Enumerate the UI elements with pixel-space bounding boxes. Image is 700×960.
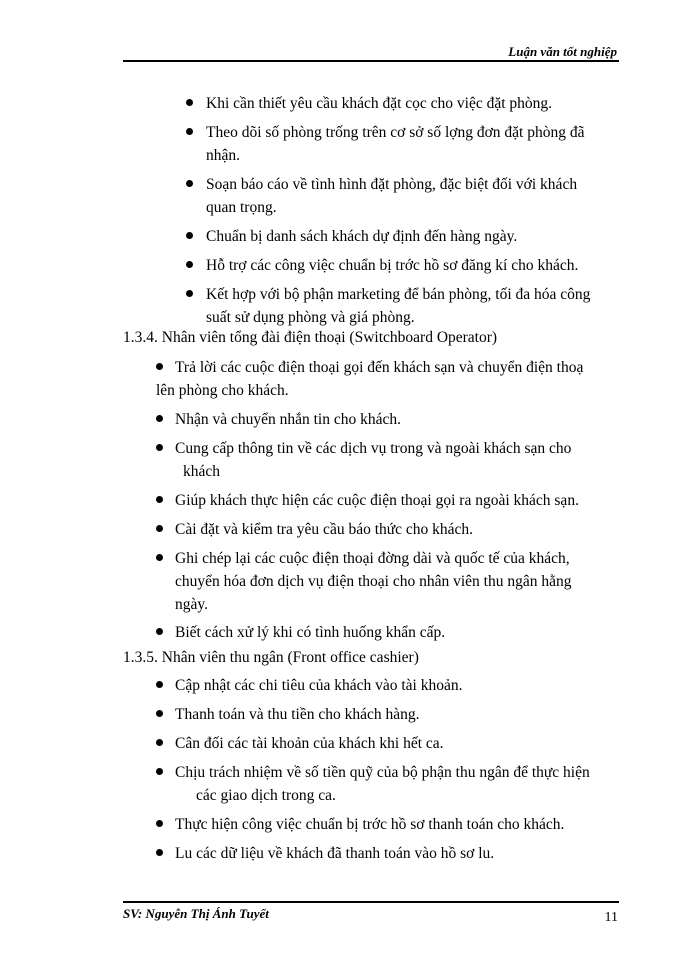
- bullet-icon: [156, 363, 163, 370]
- list-item: Soạn báo cáo về tình hình đặt phòng, đặc biệt đối với khách quan trọng.: [186, 173, 619, 219]
- list-item: Kết hợp với bộ phận marketing để bán phòng, tối đa hóa công suất sử dụng phòng và giá phòng.: [186, 283, 619, 329]
- bullet-icon: [156, 554, 163, 561]
- list-item: Theo dõi số phòng trống trên cơ sở số lợng đơn đặt phòng đã nhận.: [186, 121, 619, 167]
- bullet-icon: [156, 739, 163, 746]
- list-item: Cài đặt và kiểm tra yêu cầu báo thức cho khách.: [156, 518, 619, 541]
- list-item: Ghi chép lại các cuộc điện thoại đờng dài và quốc tế của khách, chuyển hóa đơn dịch vụ điện thoại cho nhân viên thu ngân hằng ngày.: [156, 547, 619, 616]
- list-item: Chịu trách nhiệm về số tiền quỹ của bộ phận thu ngân để thực hiện các giao dịch trong ca.: [156, 761, 619, 807]
- bullet-icon: [156, 444, 163, 451]
- section-heading-135: 1.3.5. Nhân viên thu ngân (Front office cashier): [123, 649, 419, 666]
- list-item: Trả lời các cuộc điện thoại gọi đến khách sạn và chuyển điện thoạ lên phòng cho khách.: [156, 359, 584, 399]
- bullet-icon: [156, 849, 163, 856]
- bullet-icon: [156, 415, 163, 422]
- list-item: Chuẩn bị danh sách khách dự định đến hàng ngày.: [186, 225, 619, 248]
- list-item: Khi cần thiết yêu cầu khách đặt cọc cho việc đặt phòng.: [186, 92, 619, 115]
- bullet-icon: [186, 290, 193, 297]
- bullet-icon: [156, 681, 163, 688]
- list-item: Biết cách xử lý khi có tình huống khẩn cấp.: [156, 621, 619, 644]
- bullet-icon: [186, 128, 193, 135]
- footer-rule: [123, 901, 619, 903]
- list-item: Nhận và chuyển nhắn tin cho khách.: [156, 408, 619, 431]
- list-item: Cung cấp thông tin về các dịch vụ trong và ngoài khách sạn cho khách: [156, 437, 619, 483]
- bullet-icon: [186, 232, 193, 239]
- list-item: Cập nhật các chi tiêu của khách vào tài khoản.: [156, 674, 619, 697]
- bullet-icon: [156, 628, 163, 635]
- list-item: Lu các dữ liệu về khách đã thanh toán vào hồ sơ lu.: [156, 842, 619, 865]
- bullet-icon: [186, 99, 193, 106]
- page-number: 11: [604, 910, 618, 925]
- list-item: Thực hiện công việc chuẩn bị trớc hồ sơ thanh toán cho khách.: [156, 813, 619, 836]
- bullet-icon: [156, 525, 163, 532]
- bullet-icon: [156, 768, 163, 775]
- bullet-icon: [156, 496, 163, 503]
- bullet-icon: [186, 180, 193, 187]
- list-item: Hỗ trợ các công việc chuẩn bị trớc hồ sơ đăng kí cho khách.: [186, 254, 619, 277]
- footer-student-name: SV: Nguyễn Thị Ánh Tuyết: [123, 906, 269, 921]
- header-rule: [123, 60, 619, 62]
- list-item: Giúp khách thực hiện các cuộc điện thoại gọi ra ngoài khách sạn.: [156, 489, 619, 512]
- bullet-icon: [156, 820, 163, 827]
- list-item: Cân đối các tài khoản của khách khi hết ca.: [156, 732, 619, 755]
- bullet-icon: [186, 261, 193, 268]
- section-heading-134: 1.3.4. Nhân viên tổng đài điện thoại (Switchboard Operator): [123, 329, 498, 346]
- header-title: Luận văn tốt nghiệp: [508, 44, 617, 59]
- bullet-icon: [156, 710, 163, 717]
- list-item: Thanh toán và thu tiền cho khách hàng.: [156, 703, 619, 726]
